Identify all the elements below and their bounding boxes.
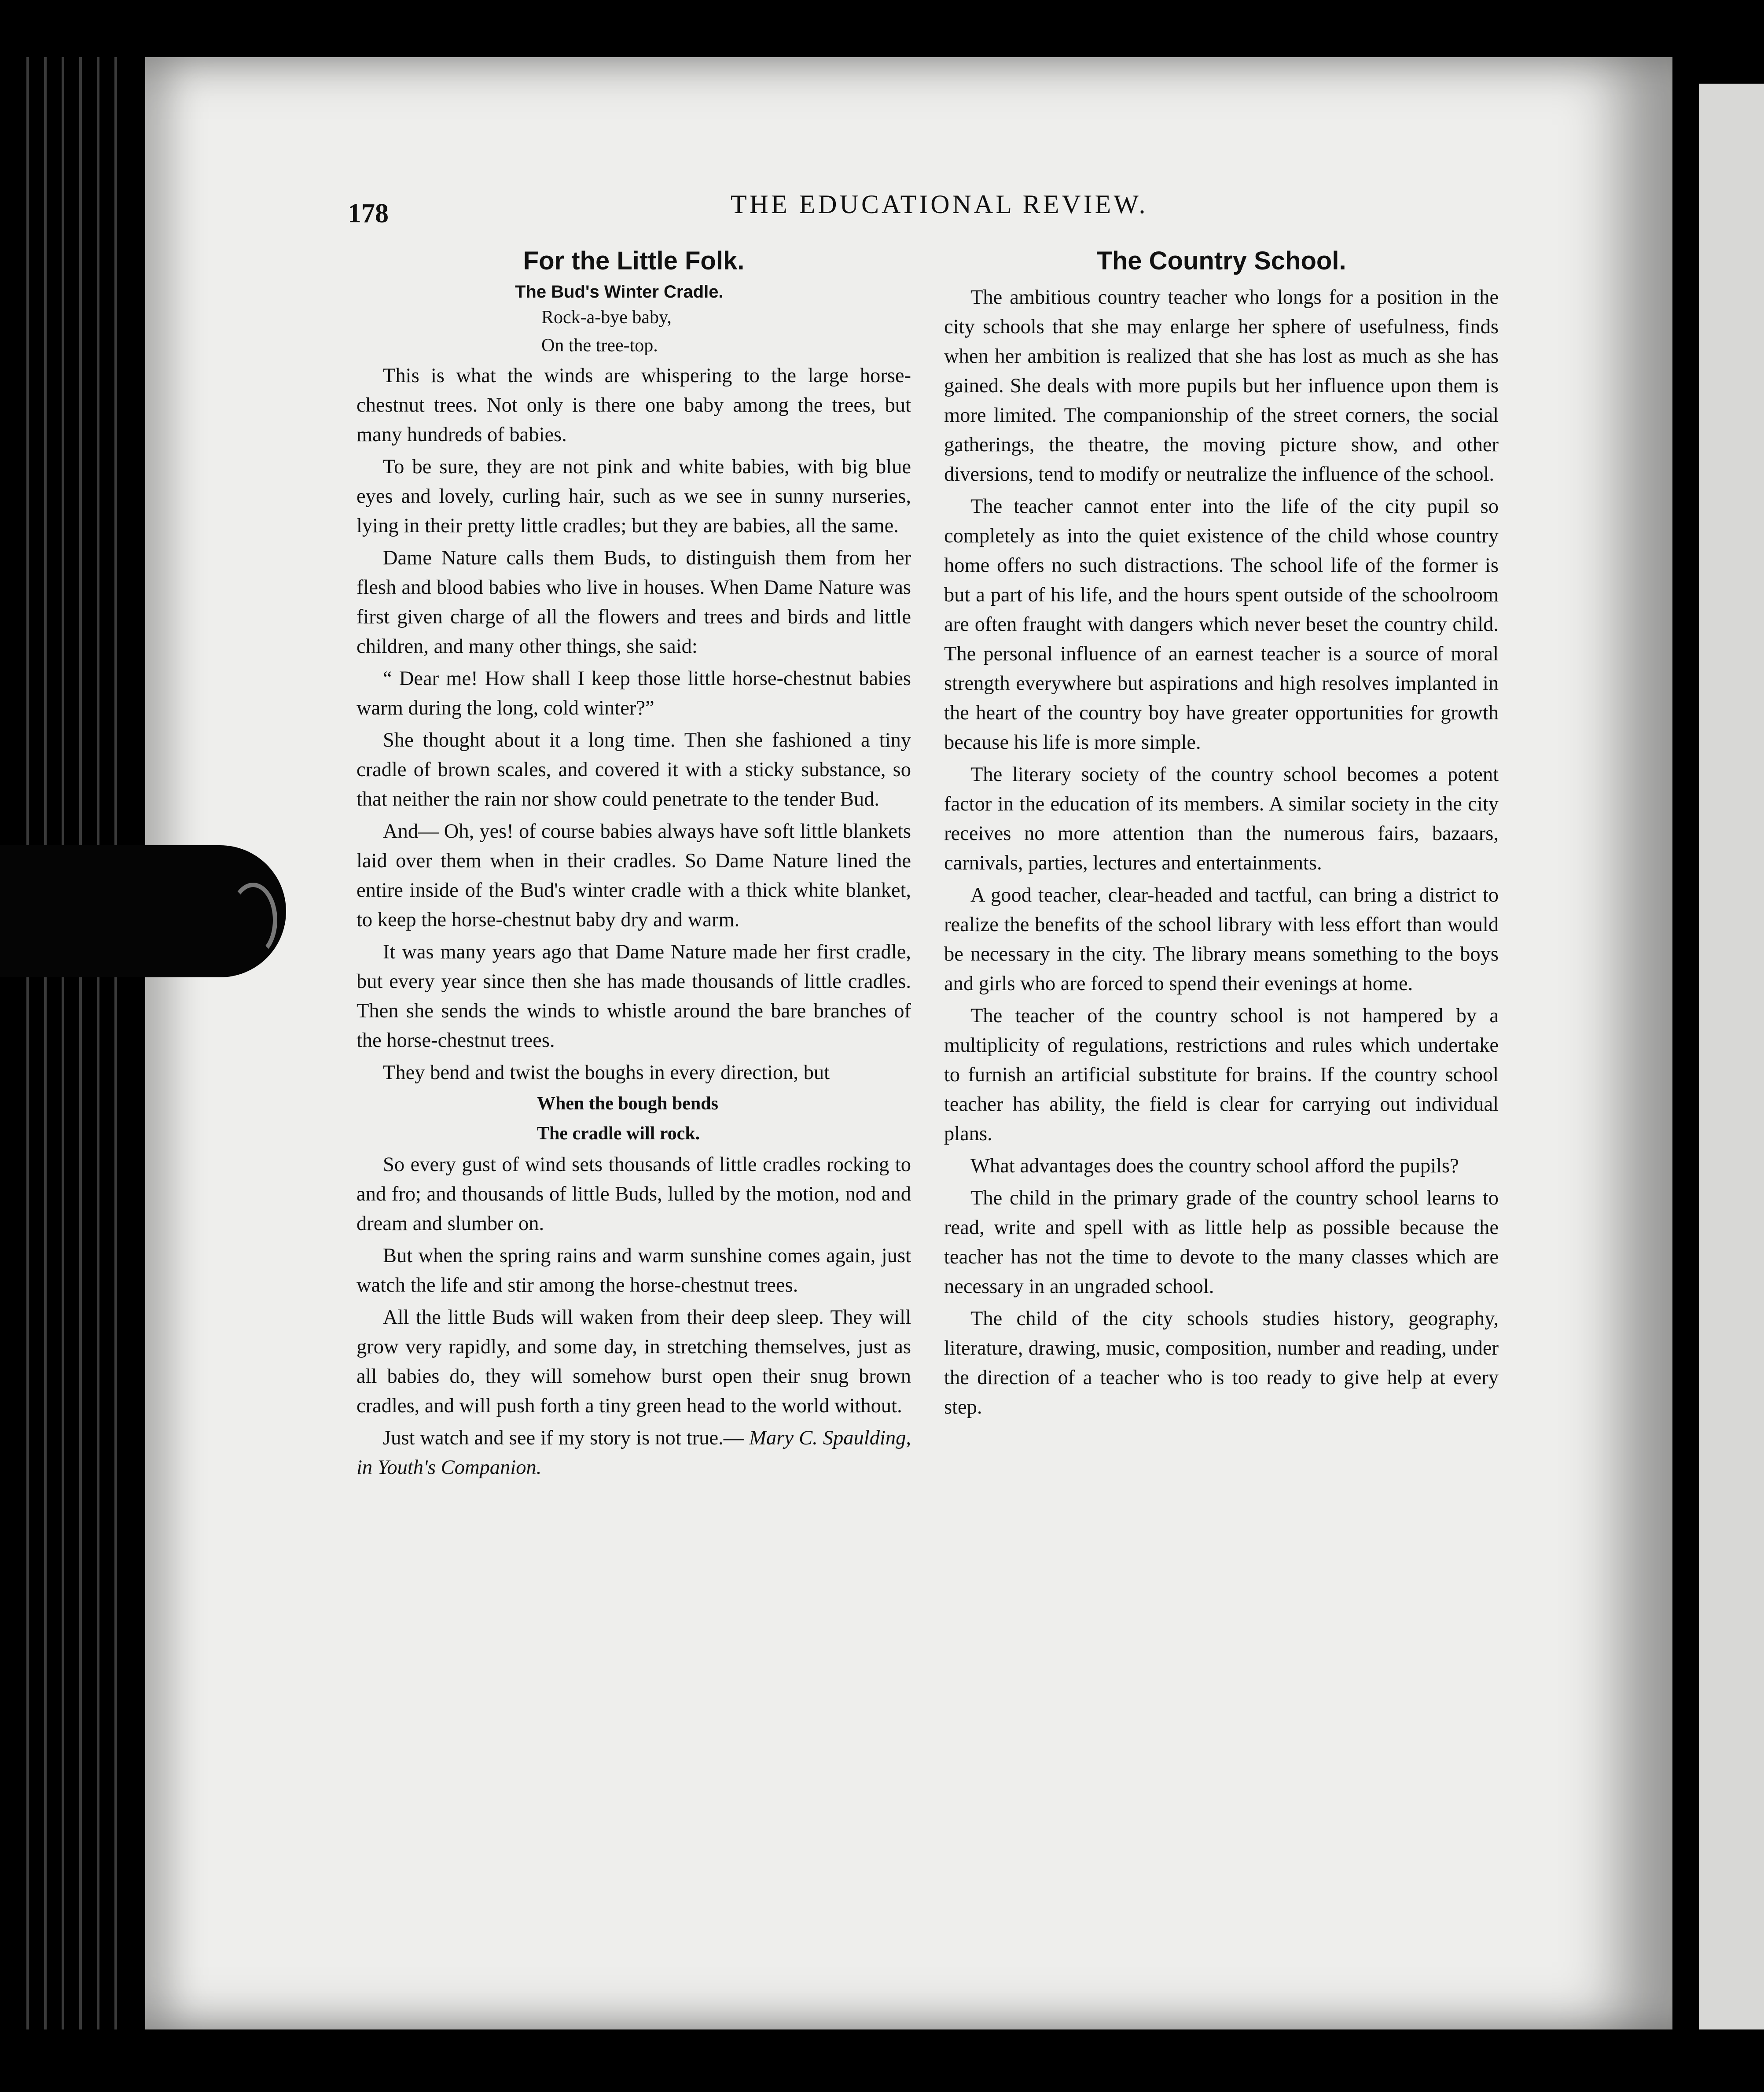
paragraph: All the little Buds will waken from their deep sleep. They will grow very rapidly, and some day, in stretching themselves, just as all babies do, they will somehow burst open their snug brown cradles, and will push forth a tiny green head to the world without. xyxy=(356,1306,911,1417)
paragraph: What advantages does the country school afford the pupils? xyxy=(970,1155,1459,1177)
verse-line: Rock-a-bye baby, xyxy=(541,307,672,328)
verse-line: The cradle will rock. xyxy=(537,1123,700,1144)
left-article-subtitle: The Bud's Winter Cradle. xyxy=(515,282,724,302)
paragraph: So every gust of wind sets thousands of little cradles rocking to and fro; and thousands of little Buds, lulled by the motion, nod and dream and slumber on. xyxy=(356,1153,911,1235)
paragraph: The teacher cannot enter into the life of the city pupil so completely as into the quiet existence of the child whose country home offers no such distractions. The school life of the former is but a part of his life, and the hours spent outside of the schoolroom are often fraught with dangers which never beset the country child. The personal influence of an earnest teacher is a source of moral strength everywhere but aspirations and high resolves implanted in the heart of the country boy have greater opportunities for growth because his life is more simple. xyxy=(944,495,1499,754)
paragraph: This is what the winds are whispering to the large horse-chestnut trees. Not only is there one baby among the trees, but many hundreds of babies. xyxy=(356,365,911,446)
page-header xyxy=(348,189,1668,228)
paragraph: She thought about it a long time. Then she fashioned a tiny cradle of brown scales, and covered it with a sticky substance, so that neither the rain nor show could penetrate to the tender Bud. xyxy=(356,729,911,810)
right-article-title: The Country School. xyxy=(1096,247,1346,275)
paragraph: “ Dear me! How shall I keep those little horse-chestnut babies warm during the long, cold winter?” xyxy=(356,667,911,719)
left-article-title: For the Little Folk. xyxy=(523,247,745,275)
paragraph: The child in the primary grade of the country school learns to read, write and spell with as little help as possible because the teacher has not the time to devote to the many classes which are necessary in an ungraded school. xyxy=(944,1187,1499,1298)
paragraph: The literary society of the country school becomes a potent factor in the education of its members. A similar society in the city receives no more attention than the numerous fairs, bazaars, carnivals, parties, lectures and entertainments. xyxy=(944,763,1499,874)
paragraph: It was many years ago that Dame Nature made her first cradle, but every year since then she has made thousands of little cradles. Then she sends the winds to whistle around the bare branches of the horse-chestnut trees. xyxy=(356,941,911,1052)
paragraph: The child of the city schools studies history, geography, literature, drawing, music, composition, number and reading, under the direction of a teacher who is too ready to give help at every step. xyxy=(944,1308,1499,1418)
book-page-edges xyxy=(9,57,141,2029)
paragraph: A good teacher, clear-headed and tactful, can bring a district to realize the benefits of the school library with less effort than would be necessary in the city. The library means something to the boys and girls who are forced to spend their evenings at home. xyxy=(944,884,1499,995)
paragraph: The teacher of the country school is not hampered by a multiplicity of regulations, restrictions and rules which undertake to furnish an artificial substitute for brains. If the country school teacher has ability, the field is clear for carrying out individual plans. xyxy=(944,1005,1499,1145)
verse-line: When the bough bends xyxy=(537,1094,718,1114)
page-number: 178 xyxy=(348,199,389,228)
paragraph: But when the spring rains and warm sunshine comes again, just watch the life and stir among the horse-chestnut trees. xyxy=(356,1245,911,1296)
paragraph: To be sure, they are not pink and white babies, with big blue eyes and lovely, curling hair, such as we see in sunny nurseries, lying in their pretty little cradles; but they are babies, all the same. xyxy=(356,456,911,537)
thumbnail-highlight xyxy=(229,883,277,958)
left-column xyxy=(356,247,911,1485)
closing-text: Just watch and see if my story is not true.— xyxy=(383,1427,744,1449)
verse-line: On the tree-top. xyxy=(541,335,658,356)
right-column xyxy=(944,247,1499,1425)
paragraph: Dame Nature calls them Buds, to distinguish them from her flesh and blood babies who live in houses. When Dame Nature was first given charge of all the flowers and trees and birds and little children, and many other things, she said: xyxy=(356,547,911,658)
paragraph: And— Oh, yes! of course babies always have soft little blankets laid over them when in their cradles. So Dame Nature lined the entire inside of the Bud's winter cradle with a thick white blanket, to keep the horse-chestnut baby dry and warm. xyxy=(356,820,911,931)
closing-paragraph xyxy=(356,1423,911,1482)
running-title: THE EDUCATIONAL REVIEW. xyxy=(731,190,1148,219)
paragraph: They bend and twist the boughs in every direction, but xyxy=(383,1061,830,1084)
facing-page-edge xyxy=(1699,84,1764,2029)
paragraph: The ambitious country teacher who longs for a position in the city schools that she may enlarge her sphere of usefulness, finds when her ambition is realized that she has lost as much as she has gained. She deals with more pupils but her influence upon them is more limited. The companionship of the street corners, the social gatherings, the theatre, the moving picture show, and other diversions, tend to modify or neutralize the influence of the school. xyxy=(944,286,1499,486)
attribution: Mary C. Spaulding, in Youth's Companion. xyxy=(356,1427,911,1479)
